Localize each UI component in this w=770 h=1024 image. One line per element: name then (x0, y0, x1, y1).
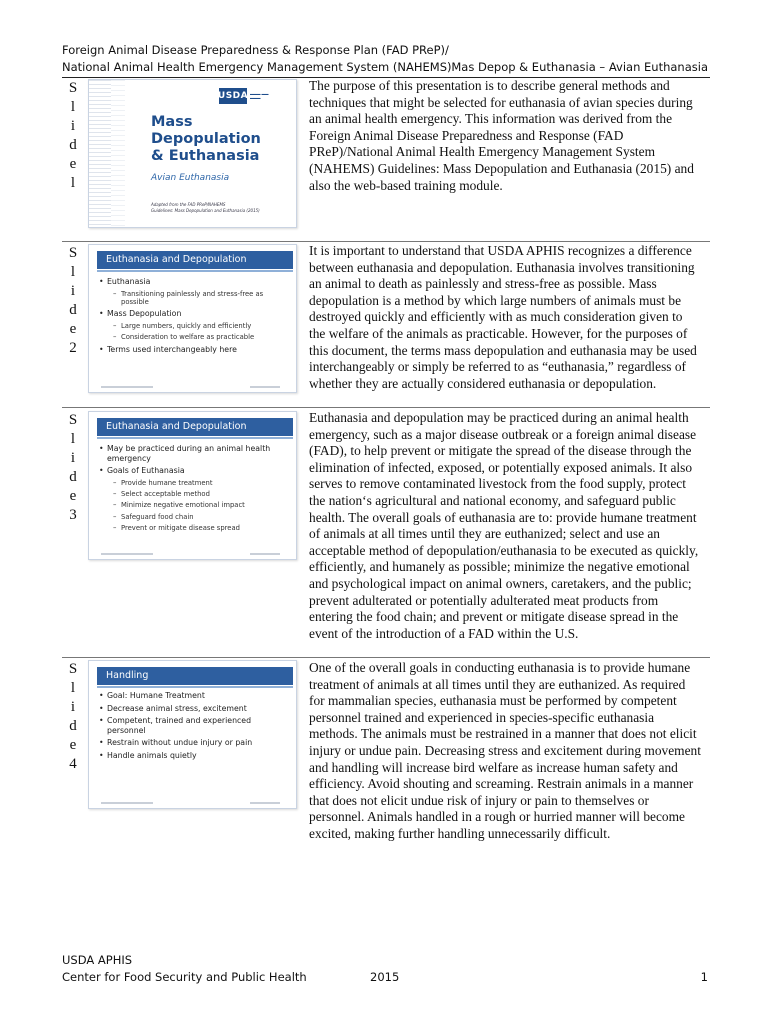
slide-title: Euthanasia and Depopulation (106, 254, 247, 265)
header-section-title: Mas Depop & Euthanasia – Avian Euthanasia (451, 60, 708, 74)
slide-label-char: S (68, 245, 78, 261)
slide-label-char: e (69, 321, 77, 337)
slide-label-char: i (70, 283, 76, 299)
slide-label-char: 3 (69, 507, 77, 523)
slide-label-1 (64, 79, 82, 193)
page-number: 1 (700, 970, 708, 984)
slide-footer (89, 382, 296, 388)
slide-bullets (99, 691, 289, 763)
slide-bullet: • Mass Depopulation (99, 309, 289, 319)
slide-label-char: 2 (69, 340, 77, 356)
slide-label-char: S (68, 412, 78, 428)
slide-title: Handling (106, 670, 149, 681)
slide-bullets (99, 277, 289, 357)
slide-title-bar (97, 418, 293, 436)
slide-label-char: S (68, 661, 78, 677)
slide-source-note: Adapted from the FAD PReP/NAHEMS Guidelines: Mass Depopulation and Euthanasia (2015) (151, 202, 260, 213)
usda-logo (219, 88, 276, 104)
slide-title-bar (97, 667, 293, 685)
slide-label-char: 4 (69, 756, 77, 772)
slide-bullet: • Euthanasia (99, 277, 289, 287)
slide-decoration (111, 80, 125, 227)
slide-notes-4: One of the overall goals in conducting euthanasia is to provide humane treatment of animals at all times until they are euthanized. As required for mammalian species, euthanasia must be performed by competent personnel trained and experienced in species-specific euthanasia methods. The animals must be restrained in a manner that does not elicit injury or undue pain. Decreasing stress and excitement during movement and handling will increase bird welfare as increase human safety and efficiency. Avoid shouting and screaming. Restrain animals in a manner that does not elicit undue risk of injury or pain to themselves or personnel. Animals handled in a rough or hurried manner will become excited, making further handling unnecessarily difficult. (309, 660, 701, 841)
slide-bullet: – Minimize negative emotional impact (99, 501, 289, 509)
slide-label-char: l (70, 264, 76, 280)
page-footer (62, 952, 710, 986)
slide-subtitle: Avian Euthanasia (151, 173, 230, 183)
slide-bullet: – Safeguard food chain (99, 513, 289, 521)
slide-notes-1: The purpose of this presentation is to describe general methods and techniques that might be selected for euthanasia of avian species during an animal health emergency. This information was derived from the Foreign Animal Disease Preparedness and Response (FAD PReP)/National Animal Health Emergency Management System (NAHEMS) Guidelines: Mass Depopulation and Euthanasia (2015) and also the web-based training module. (309, 78, 694, 193)
slide-bullet: – Provide humane treatment (99, 479, 289, 487)
slide-thumbnail-3 (88, 411, 297, 560)
slide-label-2 (64, 244, 82, 358)
slide-label-char: e (69, 737, 77, 753)
slide-bullet: • Handle animals quietly (99, 751, 289, 761)
slide-footer (89, 798, 296, 804)
header-line-1: Foreign Animal Disease Preparedness & Response Plan (FAD PReP)/ (62, 43, 449, 57)
slide-bullet: – Select acceptable method (99, 490, 289, 498)
slide-title: Euthanasia and Depopulation (106, 421, 247, 432)
slide-label-char: l (70, 431, 76, 447)
slide-title-bar (97, 251, 293, 269)
header-line-2: National Animal Health Emergency Management System (NAHEMS) (62, 60, 452, 74)
slide-bullet: • Restrain without undue injury or pain (99, 738, 289, 748)
slide-label-char: d (69, 469, 77, 485)
slide-title: Mass Depopulation & Euthanasia (151, 114, 261, 164)
row-divider (62, 407, 710, 408)
slide-label-char: i (70, 118, 76, 134)
row-divider (62, 241, 710, 242)
slide-footer (89, 549, 296, 555)
footer-year: 2015 (370, 970, 400, 984)
slide-label-4 (64, 660, 82, 774)
slide-bullet: • Terms used interchangeably here (99, 345, 289, 355)
slide-label-char: d (69, 718, 77, 734)
usda-logo-mark: USDA (219, 88, 247, 104)
slide-bullet: • Goals of Euthanasia (99, 466, 289, 476)
slide-label-char: l (70, 680, 76, 696)
slide-notes-3: Euthanasia and depopulation may be practiced during an animal health emergency, such as a major disease outbreak or a foreign animal disease (FAD), to help prevent or mitigate the spread of the disease through the elimination of infected, exposed, or potentially exposed animals. It also serves to remove contaminated livestock from the food supply, protect the nation‘s agricultural and national economy, and safeguard public health. The overall goals of euthanasia are to: provide humane treatment of animals at all times until they are euthanized; select and use an acceptable method of depopulation/euthanasia to be executed as quickly, efficiently, and humanely as possible; minimize the negative emotional and psychological impact on animal owners, caretakers, and the public; prevent adulterated or potentially adulterated meat products from entering the food chain; and prevent or mitigate disease spread in the event of the introduction of a FAD within the U.S. (309, 410, 699, 641)
slide-bullets (99, 444, 289, 536)
slide-thumbnail-1 (88, 79, 297, 228)
slide-notes-2: It is important to understand that USDA APHIS recognizes a difference between euthanasia and depopulation. Euthanasia involves transitioning an animal to death as painlessly and stress-free as possible. Mass depopulation is a method by which large numbers of animals must be destroyed quickly and efficiently with as much consideration given to the welfare of the animals as practicable. However, for the purposes of this document, the terms mass depopulation and euthanasia may be used interchangeably or simply be referred to as “euthanasia,” regardless of whether they are actually considered euthanasia or depopulation. (309, 243, 697, 391)
slide-label-char: i (70, 699, 76, 715)
slide-thumbnail-2 (88, 244, 297, 393)
row-divider (62, 657, 710, 658)
slide-label-char: S (68, 80, 78, 96)
slide-label-char: l (70, 175, 76, 191)
footer-center: Center for Food Security and Public Health (62, 970, 307, 984)
slide-label-char: d (69, 302, 77, 318)
slide-label-char: e (69, 156, 77, 172)
slide-bullet: – Large numbers, quickly and efficiently (99, 322, 289, 330)
slide-label-char: i (70, 450, 76, 466)
slide-bullet: – Consideration to welfare as practicable (99, 333, 289, 341)
slide-bullet: • Decrease animal stress, excitement (99, 704, 289, 714)
slide-bullet: • Competent, trained and experienced personnel (99, 716, 289, 735)
slide-bullet: – Prevent or mitigate disease spread (99, 524, 289, 532)
slide-thumbnail-4 (88, 660, 297, 809)
usda-logo-text: ▬▬▬ ▬▬ ▬▬▬ (250, 92, 269, 100)
slide-bullet: • Goal: Humane Treatment (99, 691, 289, 701)
slide-label-char: d (69, 137, 77, 153)
slide-label-char: e (69, 488, 77, 504)
slide-decoration (89, 80, 111, 227)
slide-label-3 (64, 411, 82, 525)
page-header (62, 42, 710, 76)
footer-org: USDA APHIS (62, 953, 133, 967)
slide-label-char: l (70, 99, 76, 115)
slide-bullet: • May be practiced during an animal health emergency (99, 444, 289, 463)
slide-bullet: – Transitioning painlessly and stress-free as possible (99, 290, 289, 307)
